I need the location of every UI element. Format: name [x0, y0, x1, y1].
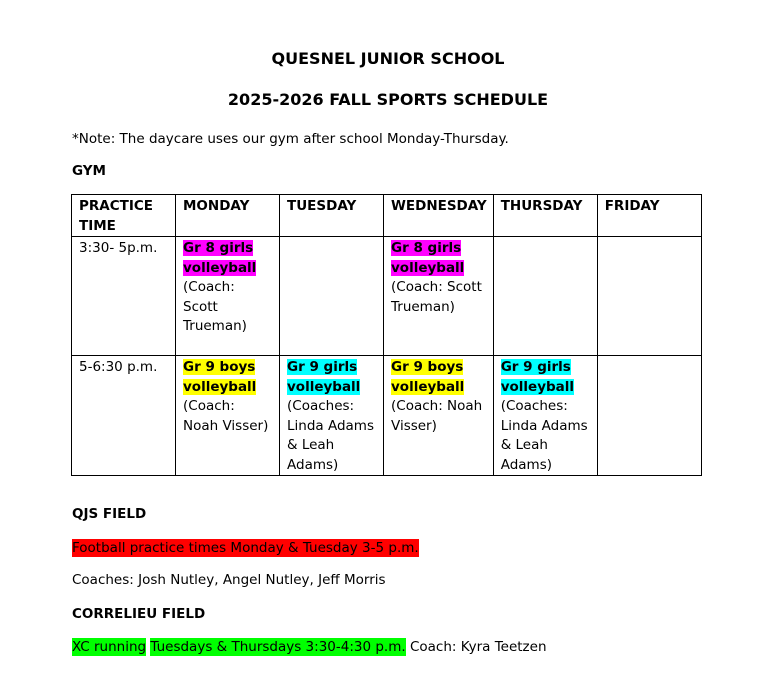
xc-coach: Coach: Kyra Teetzen	[405, 639, 547, 655]
coach-label: (Coach: Noah Visser)	[183, 398, 269, 434]
cell-thursday	[493, 356, 597, 476]
cell-wednesday	[384, 356, 494, 476]
xc-running-label: XC running	[72, 639, 147, 655]
coach-label: (Coaches: Linda Adams & Leah Adams)	[500, 398, 588, 473]
football-times: Football practice times Monday & Tuesday 3-5 p.m.	[72, 540, 419, 556]
gym-heading: GYM	[72, 163, 106, 179]
header-monday: MONDAY	[176, 195, 280, 237]
header-tuesday: TUESDAY	[280, 195, 384, 237]
cell-friday	[597, 237, 701, 356]
table-row	[72, 356, 702, 476]
football-coaches: Coaches: Josh Nutley, Angel Nutley, Jeff Morris	[72, 572, 386, 588]
time-cell: 5-6:30 p.m.	[72, 356, 176, 476]
table-row	[72, 237, 702, 356]
coach-label: (Coach: Scott Trueman)	[391, 279, 482, 315]
cell-thursday	[493, 237, 597, 356]
cell-wednesday	[384, 237, 494, 356]
correlieu-field-heading: CORRELIEU FIELD	[72, 606, 206, 622]
football-line	[72, 539, 419, 557]
coach-label: (Coaches: Linda Adams & Leah Adams)	[287, 398, 374, 473]
team-label: Gr 8 girls volleyball	[391, 240, 465, 276]
table-header-row	[72, 195, 702, 237]
coach-label: (Coach: Scott Trueman)	[183, 279, 247, 334]
team-label: Gr 9 girls volleyball	[500, 359, 575, 395]
team-label: Gr 9 boys volleyball	[391, 359, 465, 395]
team-label: Gr 9 boys volleyball	[183, 359, 257, 395]
cell-tuesday	[280, 237, 384, 356]
header-practice-time: PRACTICE TIME	[72, 195, 176, 237]
cell-friday	[597, 356, 701, 476]
time-cell: 3:30- 5p.m.	[72, 237, 176, 356]
xc-line	[72, 638, 547, 656]
cell-monday	[176, 356, 280, 476]
header-friday: FRIDAY	[597, 195, 701, 237]
team-label: Gr 8 girls volleyball	[183, 240, 257, 276]
header-wednesday: WEDNESDAY	[384, 195, 494, 237]
xc-times: Tuesdays & Thursdays 3:30-4:30 p.m.	[150, 639, 406, 655]
school-title: QUESNEL JUNIOR SCHOOL	[271, 49, 505, 68]
daycare-note: *Note: The daycare uses our gym after school Monday-Thursday.	[72, 131, 509, 147]
coach-label: (Coach: Noah Visser)	[391, 398, 483, 434]
qjs-field-heading: QJS FIELD	[72, 506, 147, 522]
schedule-title: 2025-2026 FALL SPORTS SCHEDULE	[227, 90, 549, 109]
header-thursday: THURSDAY	[493, 195, 597, 237]
cell-tuesday	[280, 356, 384, 476]
team-label: Gr 9 girls volleyball	[287, 359, 361, 395]
gym-schedule-table	[71, 194, 702, 476]
cell-monday	[176, 237, 280, 356]
